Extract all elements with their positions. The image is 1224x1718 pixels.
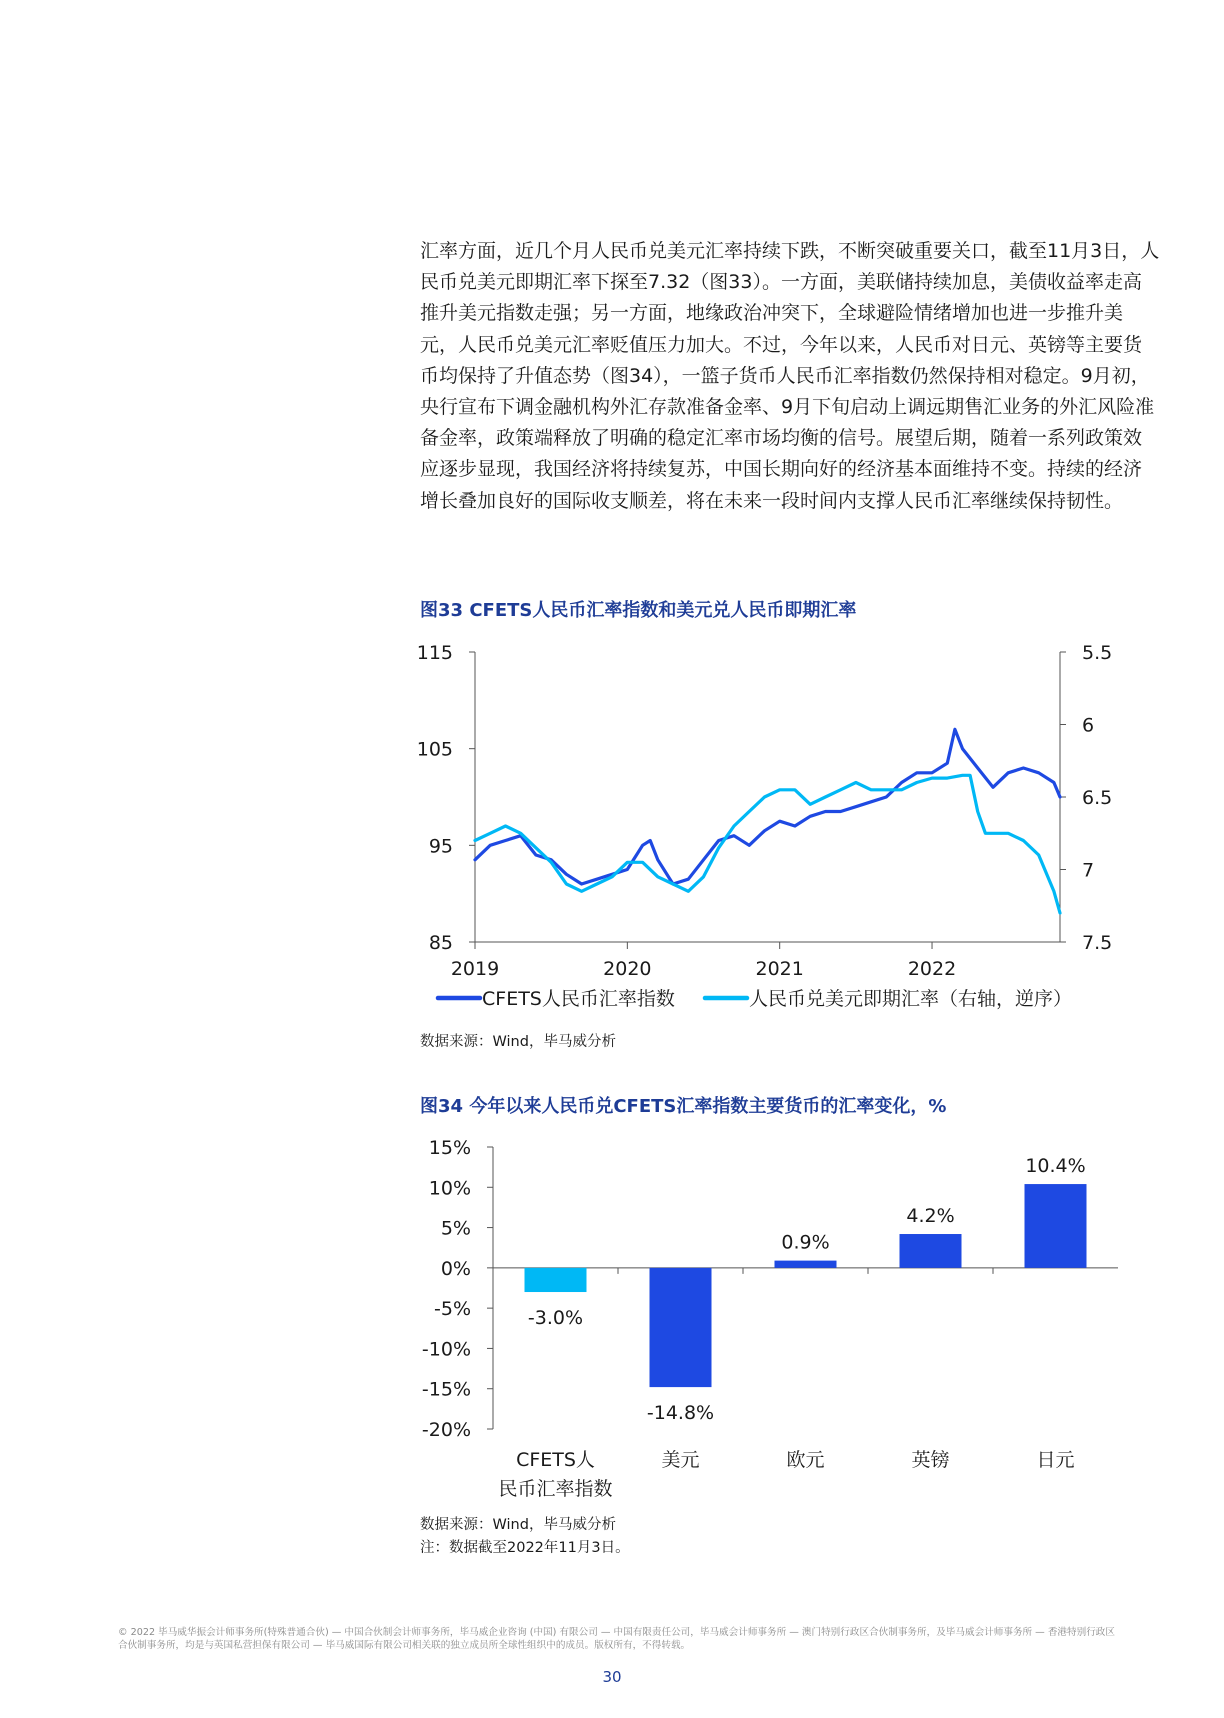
y-tick-label: -15% [421, 1378, 471, 1401]
bar-value-label: 4.2% [906, 1205, 955, 1228]
category-label-line2: 民币汇率指数 [498, 1478, 613, 1500]
x-tick-label: 2020 [603, 958, 652, 980]
page-number: 30 [602, 1668, 622, 1686]
category-label: 欧元 [786, 1449, 825, 1471]
category-label-line1: CFETS人 [516, 1449, 595, 1471]
figure34-note: 注：数据截至2022年11月3日。 [420, 1540, 630, 1556]
right-tick-label: 7 [1082, 859, 1095, 882]
y-tick-label: -20% [421, 1419, 471, 1441]
y-tick-label: 15% [428, 1137, 471, 1159]
y-tick-label: 5% [440, 1217, 471, 1240]
y-tick-label: -5% [434, 1298, 471, 1321]
x-tick-label: 2019 [450, 958, 500, 980]
footer-copyright: © 2022 毕马威华振会计师事务所(特殊普通合伙) — 中国合伙制会计师事务所，毕马威企业咨询 (中国) 有限公司 — 中国有限责任公司，毕马威会计师事务所 — 澳门特别行政区合伙制事务所，及毕马威会计师事务所 — 香港特别行政区合伙制事务所，均是与英国私营担保有限公司 — 毕马威国际有限公司相关联的独立成员所全球性组织中的成员。版权所有，不得转载。 [118, 1627, 1115, 1651]
bar-value-label: 0.9% [781, 1231, 830, 1254]
bar [525, 1268, 587, 1292]
left-tick-label: 85 [428, 932, 453, 954]
figure33-source: 数据来源：Wind，毕马威分析 [420, 1034, 616, 1050]
legend-label-2: 人民币兑美元即期汇率（右轴，逆序） [749, 988, 1073, 1010]
category-label: 日元 [1036, 1449, 1075, 1471]
left-tick-label: 95 [428, 835, 453, 858]
body-paragraph: 汇率方面，近几个月人民币兑美元汇率持续下跌，不断突破重要关口，截至11月3日，人民币兑美元即期汇率下探至7.32（图33）。一方面，美联储持续加息，美债收益率走高推升美元指数走强；另一方面，地缘政治冲突下，全球避险情绪增加也进一步推升美元，人民币兑美元汇率贬值压力加大。不过，今年以来，人民币对日元、英镑等主要货币均保持了升值态势（图34），一篮子货币人民币汇率指数仍然保持相对稳定。9月初，央行宣布下调金融机构外汇存款准备金率、9月下旬启动上调远期售汇业务的外汇风险准备金率，政策端释放了明确的稳定汇率市场均衡的信号。展望后期，随着一系列政策效应逐步显现，我国经济将持续复苏，中国长期向好的经济基本面维持不变。持续的经济增长叠加良好的国际收支顺差，将在未来一段时间内支撑人民币汇率继续保持韧性。 [420, 240, 1160, 512]
y-tick-label: 0% [440, 1257, 471, 1280]
bar [1025, 1184, 1087, 1268]
right-tick-label: 6.5 [1082, 787, 1113, 809]
figure34-title: 图34 今年以来人民币兑CFETS汇率指数主要货币的汇率变化，% [420, 1096, 947, 1117]
left-tick-label: 105 [416, 738, 453, 761]
bar [900, 1234, 962, 1268]
right-tick-label: 7.5 [1082, 932, 1113, 954]
category-label: 英镑 [911, 1449, 950, 1471]
bar-value-label: -3.0% [527, 1307, 584, 1330]
x-tick-label: 2022 [907, 958, 957, 980]
right-tick-label: 5.5 [1082, 642, 1113, 664]
bar [650, 1268, 712, 1387]
bar-value-label: 10.4% [1025, 1155, 1086, 1178]
figure34-source: 数据来源：Wind，毕马威分析 [420, 1517, 616, 1533]
y-tick-label: 10% [428, 1177, 471, 1200]
y-tick-label: -10% [421, 1338, 471, 1361]
x-tick-label: 2021 [755, 958, 804, 980]
left-tick-label: 115 [416, 642, 453, 664]
category-label: 美元 [661, 1449, 700, 1471]
bar [775, 1261, 837, 1268]
legend-label-1: CFETS人民币汇率指数 [482, 988, 675, 1010]
bar-value-label: -14.8% [646, 1402, 715, 1425]
right-tick-label: 6 [1082, 714, 1095, 737]
figure33-title: 图33 CFETS人民币汇率指数和美元兑人民币即期汇率 [420, 600, 857, 621]
